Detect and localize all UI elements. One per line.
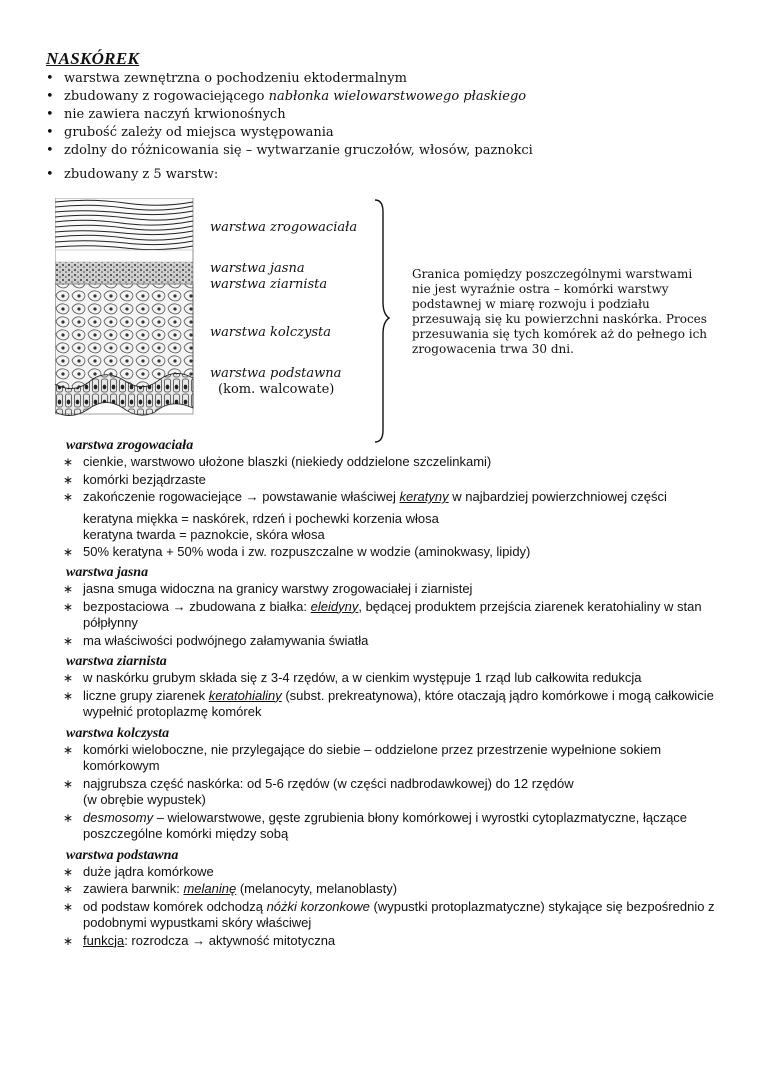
list-item: • warstwa zewnętrzna o pochodzeniu ektodermalnym bbox=[46, 70, 533, 88]
list-item: • zdolny do różnicowania się – wytwarzanie gruczołów, włosów, paznokci bbox=[46, 142, 533, 160]
section-stratum-basale bbox=[66, 847, 726, 950]
section-heading: warstwa zrogowaciała bbox=[66, 438, 194, 453]
curly-brace-icon bbox=[372, 198, 392, 446]
section-stratum-spinosum bbox=[66, 725, 726, 843]
list-item: ∗ komórki wieloboczne, nie przylegające do siebie – oddzielone przez przestrzenie wypełnione sokiem komórkowym bbox=[66, 742, 726, 775]
keratin-soft-line: keratyna miękka = naskórek, rdzeń i pochewki korzenia włosa bbox=[83, 510, 439, 526]
list-item: ∗ 50% keratyna + 50% woda i zw. rozpuszczalne w wodzie (aminokwasy, lipidy) bbox=[66, 544, 726, 561]
label-stratum-granulosum: warstwa ziarnista bbox=[210, 277, 328, 292]
list-item: ∗ liczne grupy ziarenek keratohialiny (subst. prekreatynowa), które otaczają jądro komórkowe i mogą całkowicie wypełnić protoplazmę komórek bbox=[66, 688, 726, 721]
term-desmosomy: desmosomy bbox=[83, 809, 154, 825]
list-item: ∗ ma właściwości podwójnego załamywania światła bbox=[66, 633, 726, 650]
label-stratum-corneum: warstwa zrogowaciała bbox=[210, 220, 358, 235]
label-stratum-lucidum: warstwa jasna bbox=[210, 261, 305, 276]
layers-description bbox=[66, 437, 726, 953]
label-columnar-cells: (kom. walcowate) bbox=[218, 382, 335, 397]
label-stratum-basale: warstwa podstawna bbox=[210, 366, 342, 381]
section-stratum-corneum bbox=[66, 437, 726, 560]
list-item: ∗ cienkie, warstwowo ułożone blaszki (niekiedy oddzielone szczelinkami) bbox=[66, 454, 726, 471]
list-item: • zbudowany z rogowaciejącego nabłonka wielowarstwowego płaskiego bbox=[46, 88, 533, 106]
section-heading: warstwa kolczysta bbox=[66, 725, 170, 741]
list-item: ∗ funkcja: rozrodcza → aktywność mitotyczna bbox=[66, 933, 726, 950]
term-funkcja: funkcja bbox=[83, 932, 125, 948]
list-item: ∗ jasna smuga widoczna na granicy warstwy zrogowaciałej i ziarnistej bbox=[66, 581, 726, 598]
list-item: • zbudowany z 5 warstw: bbox=[46, 166, 533, 184]
list-item: ∗ zawiera barwnik: melaninę (melanocyty, melanoblasty) bbox=[66, 881, 726, 898]
list-item: • nie zawiera naczyń krwionośnych bbox=[46, 106, 533, 124]
section-heading: warstwa jasna bbox=[66, 565, 149, 580]
section-stratum-granulosum bbox=[66, 653, 726, 721]
section-stratum-lucidum bbox=[66, 564, 726, 649]
list-item: ∗ bezpostaciowa → zbudowana z białka: eleidyny, będącej produktem przejścia ziarenek keratohialiny w stan półpłynny bbox=[66, 599, 726, 632]
section-heading: warstwa ziarnista bbox=[66, 654, 167, 669]
label-stratum-spinosum: warstwa kolczysta bbox=[210, 325, 331, 340]
list-item: ∗ duże jądra komórkowe bbox=[66, 864, 726, 881]
emphasis-text: nabłonka wielowarstwowego płaskiego bbox=[268, 89, 527, 104]
page-title: NASKÓREK bbox=[46, 49, 140, 68]
layer-boundary-note: Granica pomiędzy poszczególnymi warstwami nie jest wyraźnie ostra – komórki warstwy podstawnej w miarę rozwoju i podziału przesuwają się ku powierzchni naskórka. Proces przesuwania się tych komórek aż do pełnego ich zrogowacenia trwa 30 dni. bbox=[412, 267, 708, 356]
term-melanina: melaninę bbox=[183, 881, 237, 896]
list-item: ∗ desmosomy – wielowarstwowe, gęste zgrubienia błony komórkowej i wyrostki cytoplazmatyczne, łączące poszczególne komórki między sobą bbox=[66, 810, 726, 843]
keratin-hard-line: keratyna twarda = paznokcie, skóra włosa bbox=[83, 527, 325, 542]
list-item: • grubość zależy od miejsca występowania bbox=[46, 124, 533, 142]
list-item: ∗ zakończenie rogowaciejące → powstawanie właściwej keratyny w najbardziej powierzchniowej części bbox=[66, 489, 726, 506]
term-keratohialina: keratohialiny bbox=[208, 687, 282, 703]
term-nozki-korzonkowe: nóżki korzonkowe bbox=[266, 898, 370, 914]
list-item: ∗ komórki bezjądrzaste bbox=[66, 472, 726, 489]
intro-bullet-list bbox=[46, 70, 533, 184]
section-heading: warstwa podstawna bbox=[66, 847, 179, 863]
list-item: ∗ najgrubsza część naskórka: od 5-6 rzędów (w części nadbrodawkowej) do 12 rzędów (w obrębie wypustek) bbox=[66, 776, 726, 809]
term-keratyna: keratyny bbox=[399, 489, 449, 504]
list-item: ∗ w naskórku grubym składa się z 3-4 rzędów, a w cienkim występuje 1 rząd lub całkowita redukcja bbox=[66, 670, 726, 687]
term-eleidyna: eleidyny bbox=[310, 598, 359, 614]
list-item: ∗ od podstaw komórek odchodzą nóżki korzonkowe (wypustki protoplazmatyczne) stykające się bezpośrednio z podobnymi wypustkami skóry właściwej bbox=[66, 899, 726, 932]
epidermis-layers-illustration bbox=[55, 198, 195, 420]
